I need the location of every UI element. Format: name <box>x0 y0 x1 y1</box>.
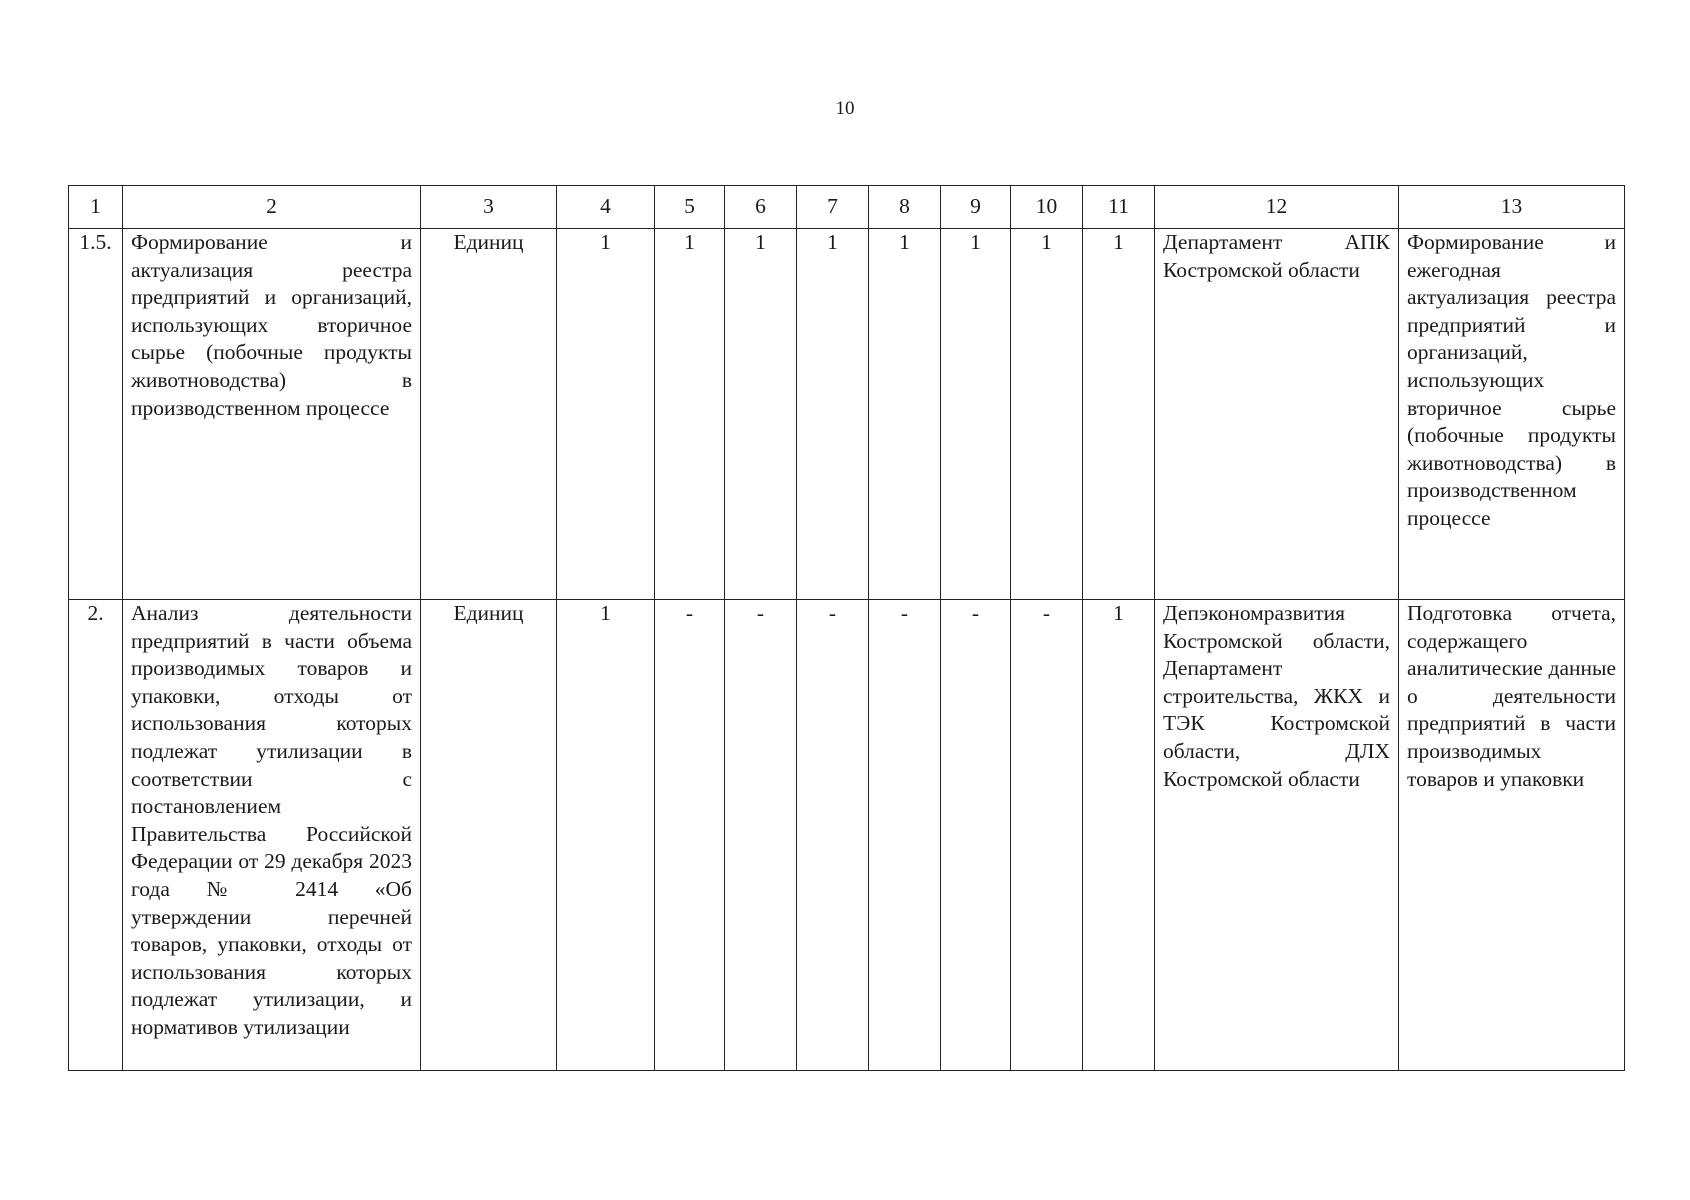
value-cell: 1 <box>1011 229 1083 600</box>
page-number: 10 <box>835 98 855 119</box>
column-header: 12 <box>1155 186 1399 229</box>
column-header: 8 <box>869 186 941 229</box>
value-cell: 1 <box>725 229 797 600</box>
unit-cell: Единиц <box>421 229 557 600</box>
value-cell: - <box>797 600 869 1071</box>
column-header: 4 <box>557 186 655 229</box>
value-cell: 1 <box>655 229 725 600</box>
value-cell: - <box>941 600 1011 1071</box>
value-cell: 1 <box>797 229 869 600</box>
column-header: 1 <box>69 186 123 229</box>
value-cell: 1 <box>869 229 941 600</box>
value-cell: - <box>869 600 941 1071</box>
result-cell: Формирование и ежегодная актуализация реестра предприятий и организаций, использующих вторичное сырье (побочные продукты животноводства) в производственном процессе <box>1399 229 1625 600</box>
activities-table <box>68 185 1625 1071</box>
activity-name: Формирование и актуализация реестра предприятий и организаций, использующих вторичное сырье (побочные продукты животноводства) в производственном процессе <box>123 229 421 600</box>
value-cell: - <box>1011 600 1083 1071</box>
table-row <box>69 229 1625 600</box>
row-number: 2. <box>69 600 123 1071</box>
table-row <box>69 600 1625 1071</box>
value-cell: - <box>655 600 725 1071</box>
column-header: 11 <box>1083 186 1155 229</box>
value-cell: 1 <box>557 600 655 1071</box>
responsible-cell: Департамент АПК Костромской области <box>1155 229 1399 600</box>
column-header: 5 <box>655 186 725 229</box>
column-header: 10 <box>1011 186 1083 229</box>
value-cell: 1 <box>1083 600 1155 1071</box>
responsible-cell: Депэкономразвития Костромской области, Департамент строительства, ЖКХ и ТЭК Костромской области, ДЛХ Костромской области <box>1155 600 1399 1071</box>
value-cell: 1 <box>1083 229 1155 600</box>
activity-name: Анализ деятельности предприятий в части объема производимых товаров и упаковки, отходы от использования которых подлежат утилизации в соответствии с постановлением Правительства Российской Федерации от 29 декабря 2023 года № 2414 «Об утверждении перечней товаров, упаковки, отходы от использования которых подлежат утилизации, и нормативов утилизации <box>123 600 421 1071</box>
column-header: 3 <box>421 186 557 229</box>
column-header: 13 <box>1399 186 1625 229</box>
unit-cell: Единиц <box>421 600 557 1071</box>
header-row <box>69 186 1625 229</box>
result-cell: Подготовка отчета, содержащего аналитические данные о деятельности предприятий в части производимых товаров и упаковки <box>1399 600 1625 1071</box>
column-header: 6 <box>725 186 797 229</box>
row-number: 1.5. <box>69 229 123 600</box>
value-cell: 1 <box>941 229 1011 600</box>
column-header: 7 <box>797 186 869 229</box>
column-header: 2 <box>123 186 421 229</box>
value-cell: 1 <box>557 229 655 600</box>
value-cell: - <box>725 600 797 1071</box>
column-header: 9 <box>941 186 1011 229</box>
